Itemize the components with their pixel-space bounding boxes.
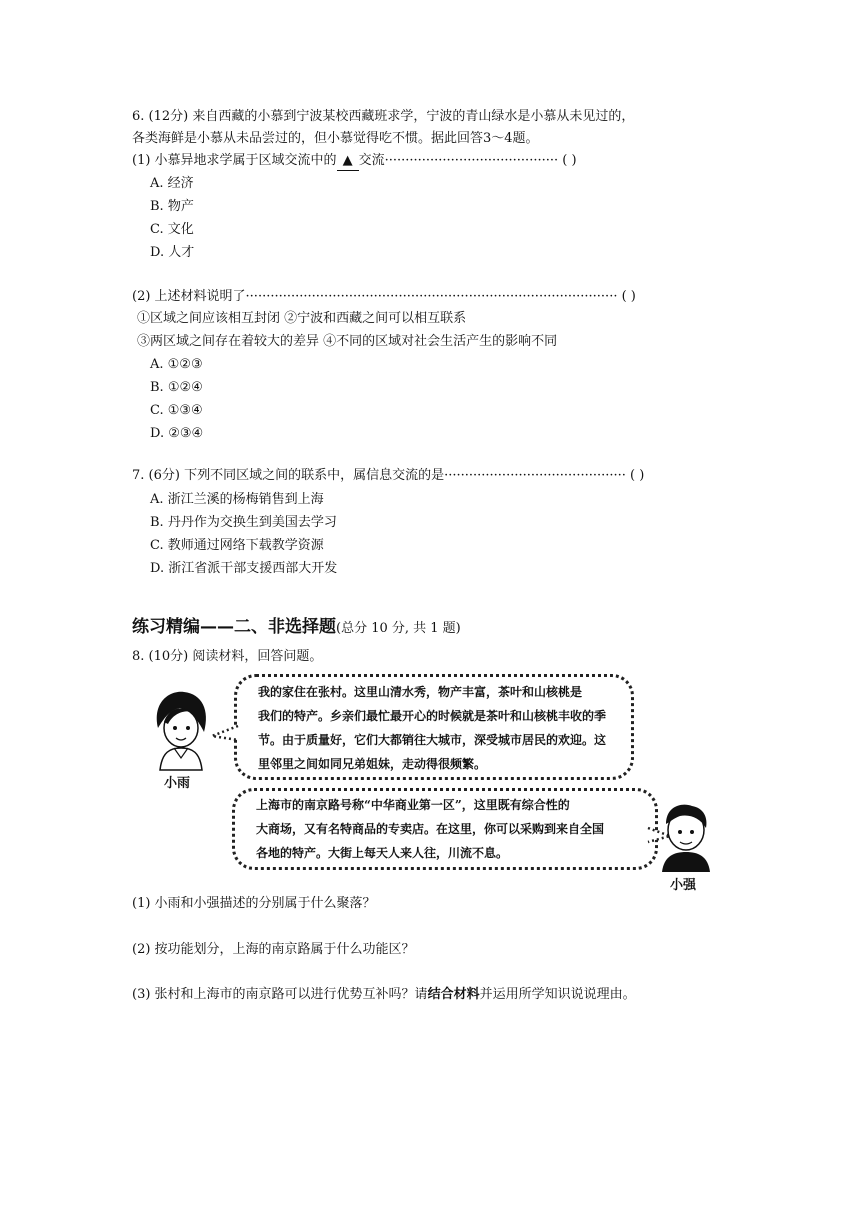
q7-option-c: C. 教师通过网络下载教学资源 [150,538,324,553]
q6-sub1-option-d: D. 人才 [150,245,195,260]
answer-blank: ▲ [337,152,359,171]
q6-sub1-suffix: 交流·········································· ( ) [358,153,577,168]
xiaoyu-line-2: 我们的特产。乡亲们最忙最开心的时候就是茶叶和山核桃丰收的季 [258,709,607,723]
xiaoqiang-line-3: 各地的特产。大街上每天人来人往，川流不息。 [256,846,509,860]
q8-sub2: (2) 按功能划分，上海的南京路属于什么功能区？ [132,942,415,957]
xiaoyu-bubble-tail [210,724,240,744]
section-title: 练习精编——二、非选择题 [132,617,336,637]
q6-sub1-prefix: (1) 小慕异地求学属于区域交流中的 [132,153,337,168]
xiaoyu-line-4: 里邻里之间如同兄弟姐妹，走动得很频繁。 [258,757,487,771]
xiaoyu-line-3: 节。由于质量好，它们大都销往大城市，深受城市居民的欢迎。这 [258,733,607,747]
boy-avatar-illustration [654,800,718,872]
q6-sub1-option-c: C. 文化 [150,222,194,237]
xiaoqiang-line-2: 大商场，又有名特商品的专卖店。在这里，你可以采购到来自全国 [256,822,605,836]
xiaoqiang-name: 小强 [670,878,697,893]
q7-option-a: A. 浙江兰溪的杨梅销售到上海 [150,492,324,507]
xiaoqiang-line-1: 上海市的南京路号称“中华商业第一区”，这里既有综合性的 [256,798,570,812]
q6-sub1-option-a: A. 经济 [150,176,194,191]
q6-sub2-option-c: C. ①③④ [150,403,203,418]
q7-option-b: B. 丹丹作为交换生到美国去学习 [150,515,337,530]
q8-sub1: (1) 小雨和小强描述的分别属于什么聚落？ [132,896,376,911]
q8-stem: 8. (10分) 阅读材料，回答问题。 [132,649,323,664]
q6-stem-line2: 各类海鲜是小慕从未品尝过的，但小慕觉得吃不惯。据此回答3～4题。 [132,131,539,146]
q6-sub2-option-d: D. ②③④ [150,426,204,441]
q6-sub2-statements-2: ③两区域之间存在着较大的差异 ④不同的区域对社会生活产生的影响不同 [137,334,558,349]
q7-stem: 7. (6分) 下列不同区域之间的联系中，属信息交流的是············································ ( ) [132,468,645,483]
q8-sub3-text-pre: (3) 张村和上海市的南京路可以进行优势互补吗？请 [132,987,428,1002]
q8-sub3-text-post: 并运用所学知识说说理由。 [479,987,636,1002]
girl-avatar-illustration [146,688,216,772]
q8-sub3 [132,986,636,1004]
xiaoyu-name: 小雨 [164,776,191,791]
q6-sub1 [132,152,577,171]
xiaoyu-line-1: 我的家住在张村。这里山清水秀，物产丰富，茶叶和山核桃是 [258,685,583,699]
q6-sub1-option-b: B. 物产 [150,199,194,214]
q6-stem-line1: 6. (12分) 来自西藏的小慕到宁波某校西藏班求学，宁波的青山绿水是小慕从未见过的， [132,109,635,124]
section-note: (总分 10 分, 共 1 题) [336,621,461,636]
section-heading [132,612,461,637]
q8-sub3-emphasis: 结合材料 [427,987,480,1002]
q6-sub2-statements-1: ①区域之间应该相互封闭 ②宁波和西藏之间可以相互联系 [137,311,467,326]
q7-option-d: D. 浙江省派干部支援西部大开发 [150,561,338,576]
q6-sub2-option-a: A. ①②③ [150,357,203,372]
q6-sub2: (2) 上述材料说明了·························································································· ( ) [132,289,636,304]
q6-sub2-option-b: B. ①②④ [150,380,203,395]
